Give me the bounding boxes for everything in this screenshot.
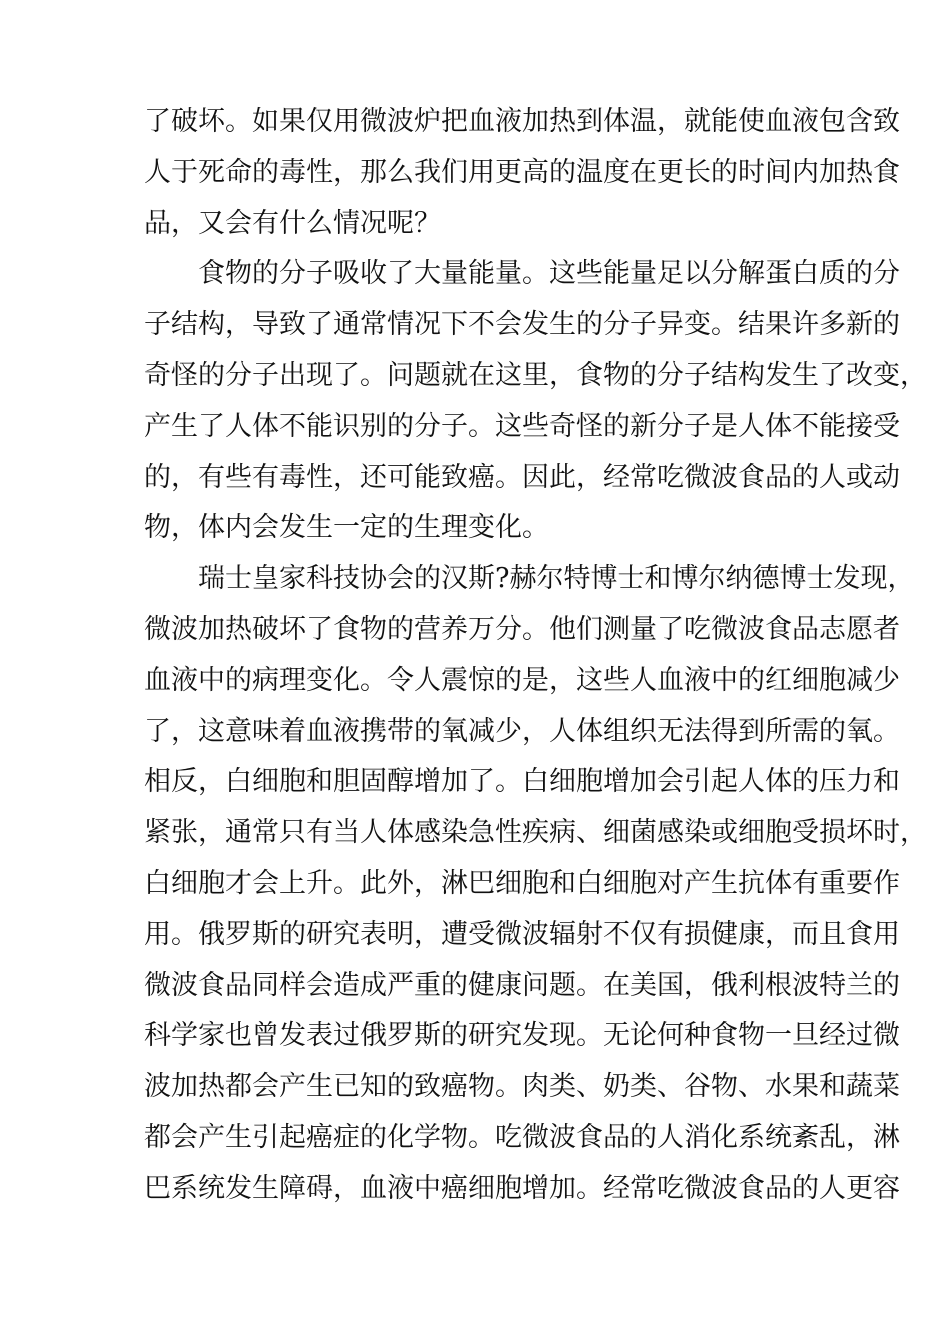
- text-line: 产生了人体不能识别的分子。这些奇怪的新分子是人体不能接受: [144, 410, 900, 442]
- text-line: 血液中的病理变化。令人震惊的是，这些人血液中的红细胞减少: [144, 664, 900, 696]
- text-line: 相反，白细胞和胆固醇增加了。白细胞增加会引起人体的压力和: [144, 766, 900, 798]
- text-line: 人于死命的毒性，那么我们用更高的温度在更长的时间内加热食: [144, 156, 900, 188]
- paragraph-2: [144, 249, 927, 554]
- text-line: 瑞士皇家科技协会的汉斯?赫尔特博士和博尔纳德博士发现，: [198, 563, 915, 595]
- text-line: 巴系统发生障碍，血液中癌细胞增加。经常吃微波食品的人更容: [144, 1172, 900, 1204]
- text-line: 品，又会有什么情况呢？: [144, 207, 441, 239]
- text-line: 了破坏。如果仅用微波炉把血液加热到体温，就能使血液包含致: [144, 106, 900, 137]
- text-line: 用。俄罗斯的研究表明，遭受微波辐射不仅有损健康，而且食用: [144, 918, 900, 950]
- text-line: 了，这意味着血液携带的氧减少，人体组织无法得到所需的氧。: [144, 715, 900, 747]
- text-line: 科学家也曾发表过俄罗斯的研究发现。无论何种食物一旦经过微: [144, 1020, 900, 1052]
- text-line: 食物的分子吸收了大量能量。这些能量足以分解蛋白质的分: [198, 258, 900, 290]
- text-line: 物，体内会发生一定的生理变化。: [144, 512, 549, 544]
- document-body: [144, 97, 927, 1215]
- text-line: 子结构，导致了通常情况下不会发生的分子异变。结果许多新的: [144, 309, 900, 341]
- text-line: 白细胞才会上升。此外，淋巴细胞和白细胞对产生抗体有重要作: [144, 867, 900, 899]
- text-line: 奇怪的分子出现了。问题就在这里，食物的分子结构发生了改变，: [144, 359, 927, 391]
- text-line: 微波加热破坏了食物的营养万分。他们测量了吃微波食品志愿者: [144, 613, 900, 645]
- text-line: 紧张，通常只有当人体感染急性疾病、细菌感染或细胞受损坏时，: [144, 817, 927, 849]
- text-line: 都会产生引起癌症的化学物。吃微波食品的人消化系统紊乱，淋: [144, 1121, 900, 1153]
- text-line: 波加热都会产生已知的致癌物。肉类、奶类、谷物、水果和蔬菜: [144, 1071, 900, 1103]
- paragraph-3: [144, 554, 927, 1214]
- text-line: 的，有些有毒性，还可能致癌。因此，经常吃微波食品的人或动: [144, 461, 900, 493]
- text-line: 微波食品同样会造成严重的健康问题。在美国，俄利根波特兰的: [144, 969, 900, 1001]
- paragraph-1: [144, 97, 900, 249]
